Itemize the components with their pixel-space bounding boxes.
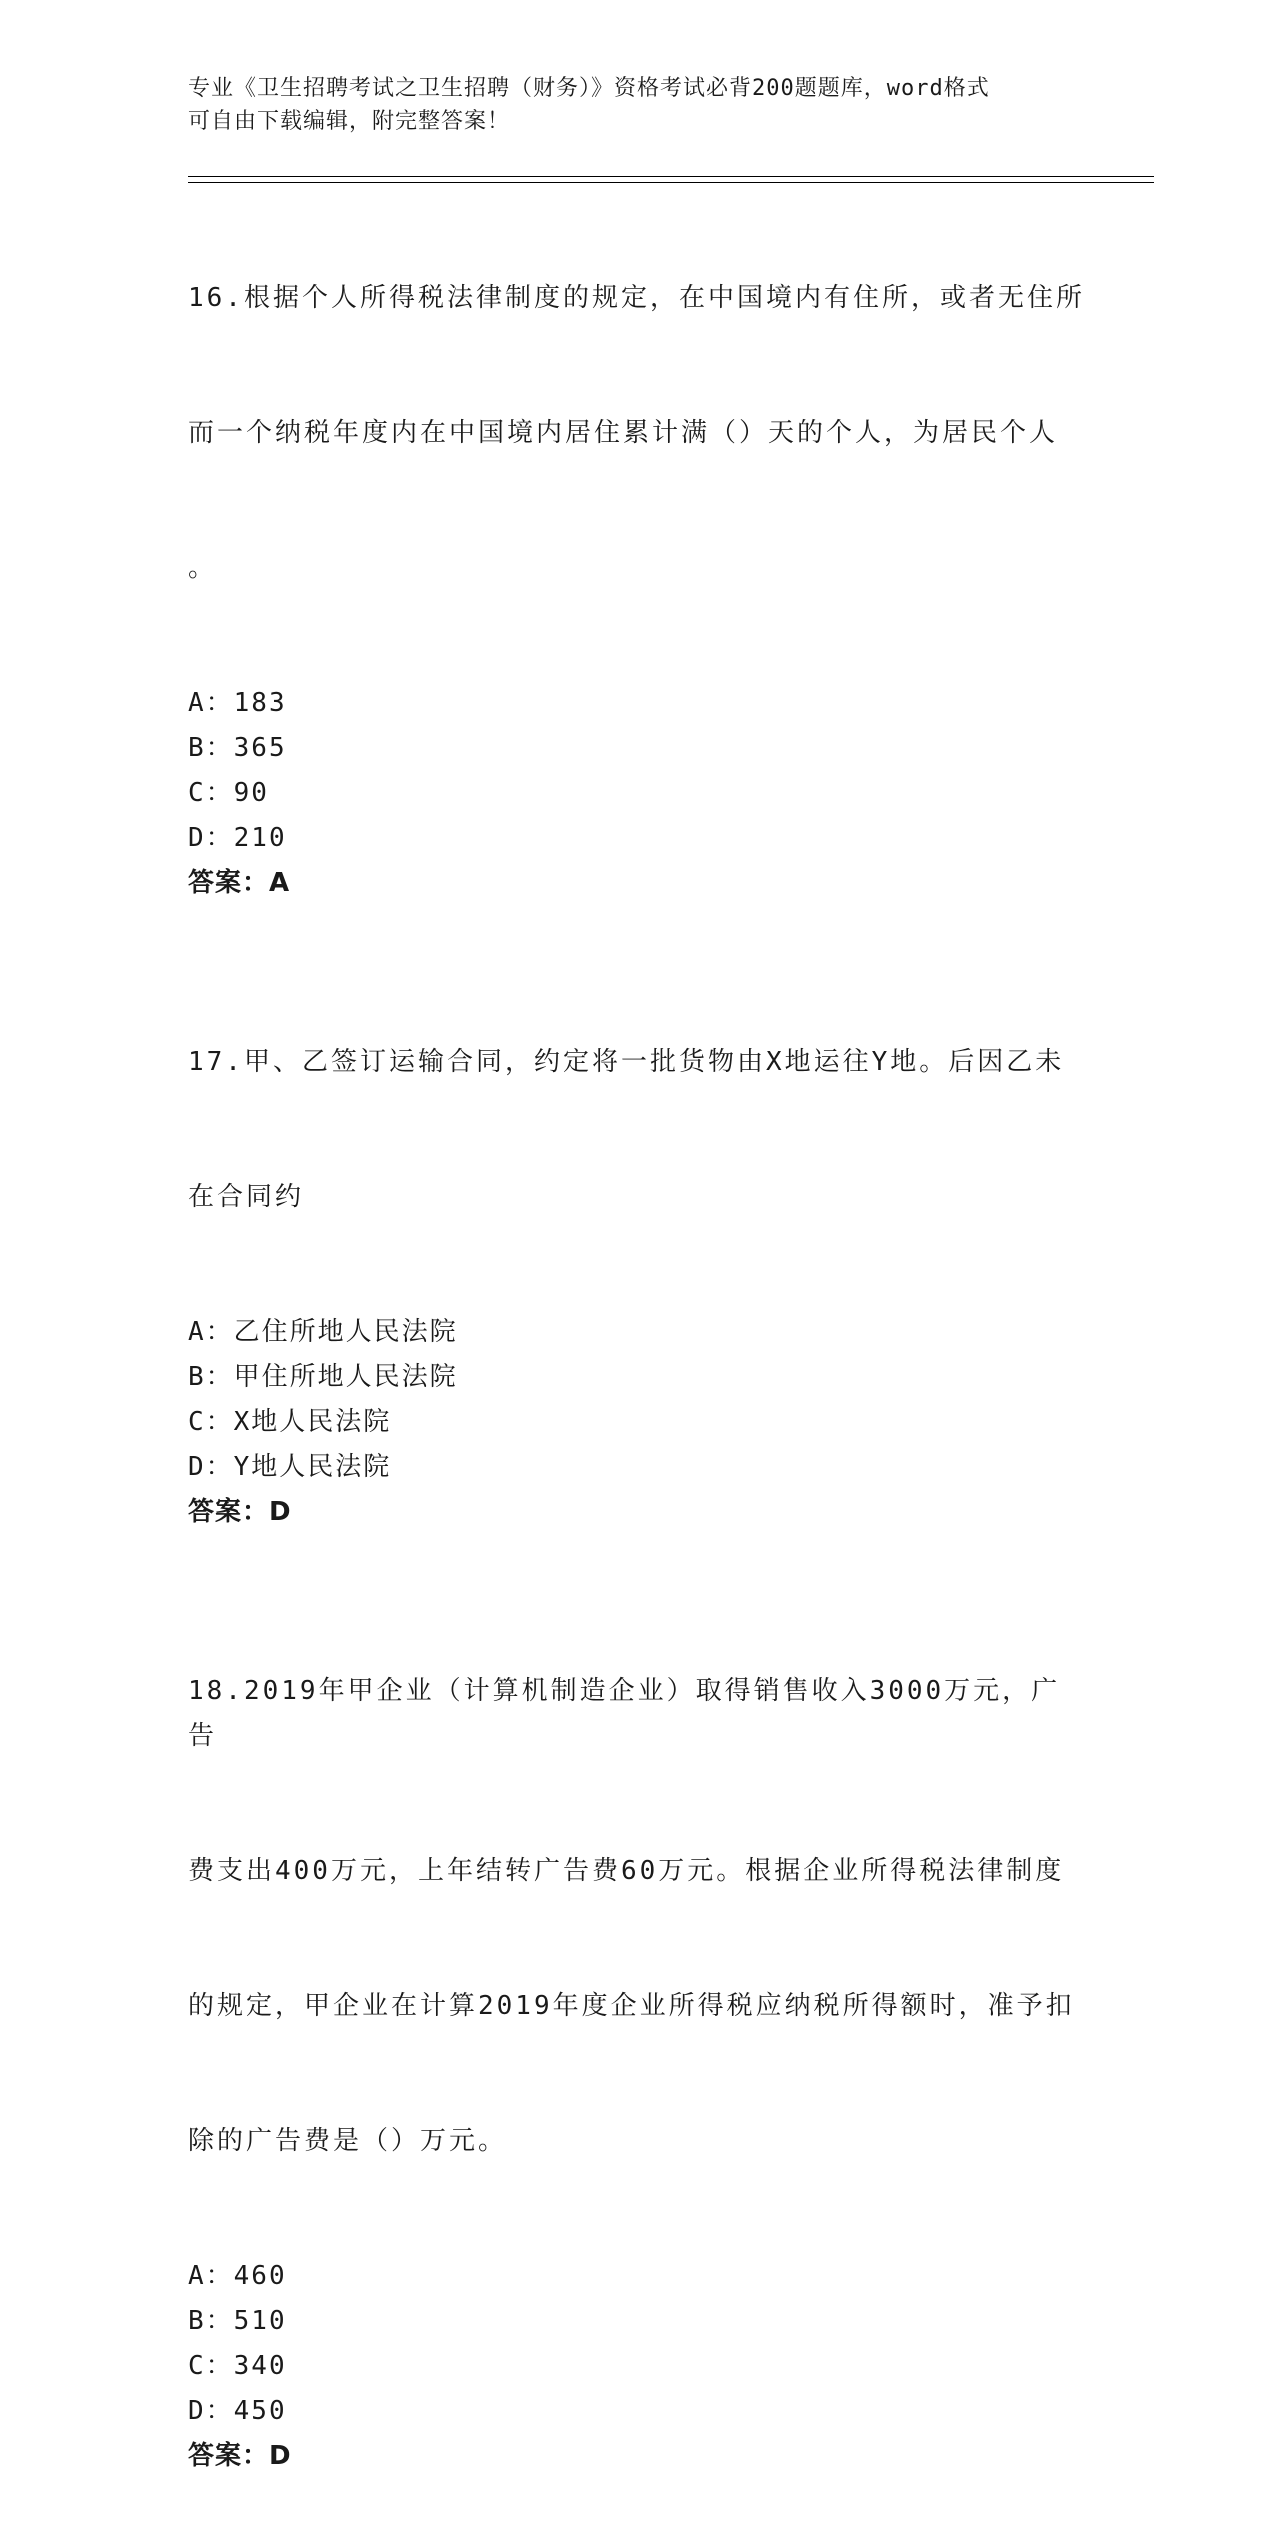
question-stem <box>188 186 1088 681</box>
question-stem-line: 在合同约 <box>188 1182 305 1212</box>
option-d: D：Y地人民法院 <box>188 1452 392 1482</box>
option-c: C：X地人民法院 <box>188 1407 392 1437</box>
answer-label: 答案：D <box>188 2441 292 2471</box>
question-16 <box>188 186 1088 906</box>
option-a: A：460 <box>188 2261 287 2291</box>
question-17 <box>188 950 1088 1535</box>
header-divider-top <box>188 176 1154 177</box>
option-a: A：183 <box>188 688 287 718</box>
question-stem <box>188 950 1088 1310</box>
question-stem <box>188 1579 1088 2254</box>
option-c: C：90 <box>188 778 269 808</box>
header-title-line-1: 专业《卫生招聘考试之卫生招聘（财务）》资格考试必背200题题库，word格式 <box>188 76 990 101</box>
question-stem-line: 费支出400万元，上年结转广告费60万元。根据企业所得税法律制度 <box>188 1856 1065 1886</box>
question-stem-line: 的规定，甲企业在计算2019年度企业所得税应纳税所得额时，准予扣 <box>188 1991 1075 2021</box>
option-b: B：510 <box>188 2306 287 2336</box>
option-a: A：乙住所地人民法院 <box>188 1317 458 1347</box>
question-stem-line: 。 <box>188 553 218 583</box>
option-b: B：365 <box>188 733 287 763</box>
question-stem-line: 18.2019年甲企业（计算机制造企业）取得销售收入3000万元，广告 <box>188 1676 1061 1751</box>
question-stem-line: 16.根据个人所得税法律制度的规定，在中国境内有住所，或者无住所 <box>188 283 1085 313</box>
document-header <box>188 72 1068 138</box>
option-d: D：210 <box>188 823 287 853</box>
question-stem-line: 而一个纳税年度内在中国境内居住累计满（）天的个人，为居民个人 <box>188 418 1059 448</box>
option-b: B：甲住所地人民法院 <box>188 1362 458 1392</box>
answer-label: 答案：A <box>188 868 291 898</box>
option-c: C：340 <box>188 2351 287 2381</box>
header-divider-bottom <box>188 182 1154 183</box>
answer-label: 答案：D <box>188 1497 292 1527</box>
question-list <box>188 186 1088 2523</box>
option-d: D：450 <box>188 2396 287 2426</box>
question-18 <box>188 1579 1088 2479</box>
question-stem-line: 17.甲、乙签订运输合同，约定将一批货物由X地运往Y地。后因乙未 <box>188 1047 1065 1077</box>
header-title-line-2: 可自由下载编辑，附完整答案！ <box>188 109 511 134</box>
question-stem-line: 除的广告费是（）万元。 <box>188 2126 508 2156</box>
